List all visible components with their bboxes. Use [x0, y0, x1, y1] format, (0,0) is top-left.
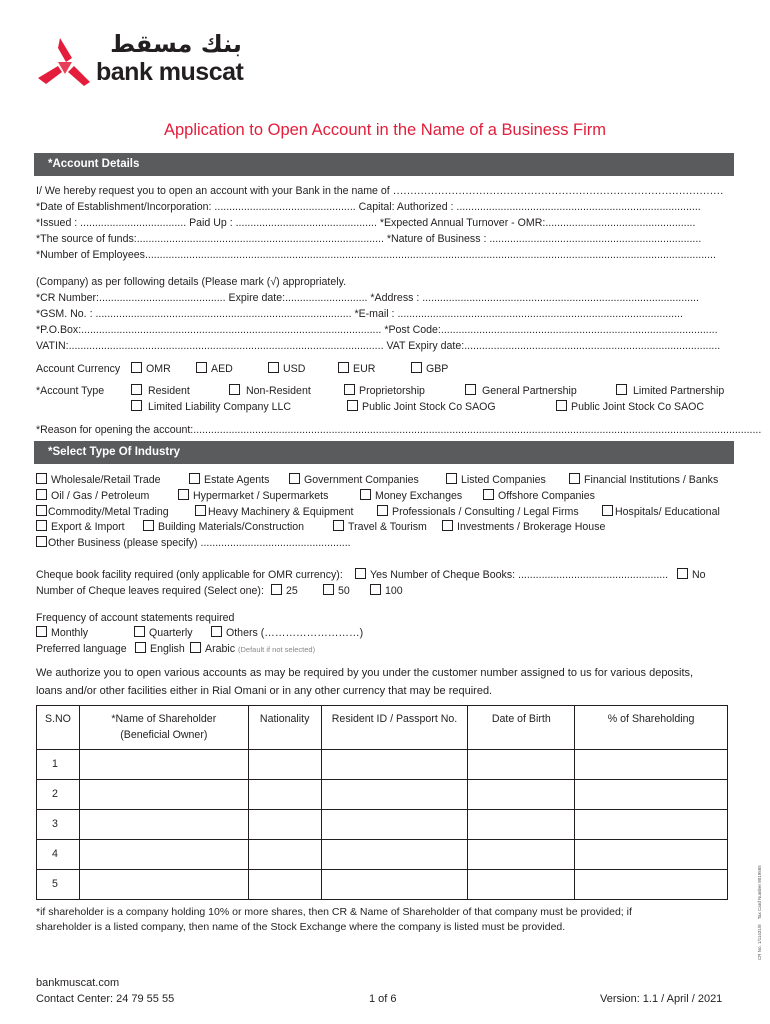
table-row	[37, 840, 728, 870]
currency-eur[interactable]	[338, 362, 375, 376]
header-id: Resident ID / Passport No.	[321, 706, 468, 750]
table-row	[37, 780, 728, 810]
checkbox-icon[interactable]	[338, 362, 349, 373]
table-row	[37, 870, 728, 900]
cell-name[interactable]	[79, 780, 248, 810]
statement-monthly[interactable]	[36, 626, 88, 640]
type-llc-label: Limited Liability Company LLC	[148, 401, 292, 413]
checkbox-icon[interactable]	[289, 473, 300, 484]
type-proprietorship-label: Proprietorship	[359, 385, 425, 397]
industry-label: Heavy Machinery & Equipment	[208, 506, 354, 518]
employees-label: *Number of Employees	[36, 249, 145, 261]
industry-wholesale[interactable]	[36, 473, 161, 487]
type-resident-label: Resident	[148, 385, 190, 397]
currency-usd-label: USD	[283, 363, 306, 375]
industry-label: Oil / Gas / Petroleum	[51, 490, 150, 502]
language-label: Preferred language	[36, 643, 127, 655]
industry-label: Listed Companies	[461, 474, 546, 486]
checkbox-icon[interactable]	[442, 520, 453, 531]
cr-line: *CR Number:........................................... Expire date:............................ *Address : ..............................................................................................	[36, 292, 699, 304]
checkbox-icon[interactable]	[131, 384, 142, 395]
capital-label: Capital: Authorized :	[358, 201, 454, 213]
cell-name[interactable]	[79, 810, 248, 840]
issued-label: *Issued :	[36, 217, 78, 229]
industry-label: Government Companies	[304, 474, 419, 486]
industry-label: Export & Import	[51, 521, 125, 533]
header-name-line2: (Beneficial Owner)	[120, 729, 208, 741]
industry-commodity[interactable]	[36, 505, 169, 519]
type-saoc[interactable]	[556, 400, 704, 414]
checkbox-icon[interactable]	[323, 584, 334, 595]
industry-financial[interactable]	[569, 473, 718, 487]
pobox-line: *P.O.Box:...................................................................................................... *Post Code:..............................................................................................	[36, 324, 718, 336]
checkbox-icon[interactable]	[483, 489, 494, 500]
brand-name: bank muscat	[96, 58, 244, 86]
cell-nationality[interactable]	[248, 840, 321, 870]
checkbox-icon[interactable]	[355, 568, 366, 579]
type-proprietorship[interactable]	[344, 384, 425, 398]
gsm-line: *GSM. No. : ....................................................................................... *E-mail : .................................................................................................	[36, 308, 683, 320]
row-number: 1	[37, 750, 80, 780]
header-sno: S.NO	[37, 706, 80, 750]
industry-listed[interactable]	[446, 473, 546, 487]
industry-label: Hospitals/ Educational	[615, 506, 720, 518]
type-general-partnership[interactable]	[465, 384, 577, 398]
header-nationality: Nationality	[248, 706, 321, 750]
cell-dob[interactable]	[468, 810, 575, 840]
authorize-line-1: We authorize you to open various accounts as may be required by you under the customer number assigned to us for various deposits,	[36, 667, 694, 679]
cell-id[interactable]	[321, 780, 468, 810]
cell-name[interactable]	[79, 840, 248, 870]
checkbox-icon[interactable]	[135, 642, 146, 653]
cr-code: CR No. 1/11431/8	[757, 924, 762, 960]
bank-muscat-logo-icon	[36, 36, 92, 88]
statements-label: Frequency of account statements required	[36, 612, 235, 624]
checkbox-icon[interactable]	[131, 362, 142, 373]
checkbox-icon[interactable]	[36, 626, 47, 637]
cheque-no[interactable]	[677, 568, 706, 582]
row-number: 3	[37, 810, 80, 840]
cell-share[interactable]	[575, 780, 728, 810]
tax-code: Tax Card Number 8019565	[757, 865, 762, 920]
checkbox-icon[interactable]	[211, 626, 222, 637]
industry-other[interactable]: Other Business (please specify) ...................................................	[36, 536, 351, 550]
currency-gbp-label: GBP	[426, 363, 449, 375]
industry-heavy-machinery[interactable]	[195, 505, 353, 519]
row-number: 4	[37, 840, 80, 870]
gsm-label: *GSM. No. :	[36, 308, 93, 320]
language-arabic-label: Arabic	[205, 643, 236, 655]
checkbox-icon[interactable]	[36, 536, 47, 547]
cheque-no-label: No	[692, 569, 706, 581]
vatin-line: VATIN:........................................................................................................... VAT Expiry date:.......................................................................................	[36, 340, 721, 352]
table-row	[37, 810, 728, 840]
section-industry: *Select Type Of Industry	[34, 441, 734, 464]
footer-website: bankmuscat.com	[36, 977, 120, 989]
industry-travel[interactable]	[333, 520, 427, 534]
footer-version: Version: 1.1 / April / 2021	[600, 993, 723, 1005]
cell-id[interactable]	[321, 870, 468, 900]
industry-hypermarket[interactable]	[178, 489, 328, 503]
reason-line: *Reason for opening the account:.................................................................................................................................................................................................	[36, 424, 762, 436]
industry-estate[interactable]	[189, 473, 269, 487]
industry-label: Financial Institutions / Banks	[584, 474, 719, 486]
checkbox-icon[interactable]	[411, 362, 422, 373]
checkbox-icon[interactable]	[268, 362, 279, 373]
industry-money-exchange[interactable]	[360, 489, 462, 503]
type-saog-label: Public Joint Stock Co SAOG	[362, 401, 496, 413]
checkbox-icon[interactable]	[556, 400, 567, 411]
checkbox-icon[interactable]	[196, 362, 207, 373]
date-est-label: *Date of Establishment/Incorporation:	[36, 201, 212, 213]
statement-others-label: Others (………………………)	[226, 627, 364, 639]
header-dob: Date of Birth	[468, 706, 575, 750]
checkbox-icon[interactable]	[616, 384, 627, 395]
vatin-label: VATIN:	[36, 340, 69, 352]
cell-nationality[interactable]	[248, 750, 321, 780]
section-account-details: *Account Details	[34, 153, 734, 176]
industry-label: Commodity/Metal Trading	[48, 506, 169, 518]
industry-export[interactable]	[36, 520, 125, 534]
cell-share[interactable]	[575, 840, 728, 870]
table-row	[37, 750, 728, 780]
leaves-100-label: 100	[385, 585, 403, 597]
industry-professionals[interactable]	[377, 505, 579, 519]
row-number: 5	[37, 870, 80, 900]
footer-contact: Contact Center: 24 79 55 55	[36, 993, 175, 1005]
statement-monthly-label: Monthly	[51, 627, 89, 639]
checkbox-icon[interactable]	[333, 520, 344, 531]
type-limited-partnership-label: Limited Partnership	[633, 385, 725, 397]
company-details-note: (Company) as per following details (Please mark (√) appropriately.	[36, 276, 347, 288]
cell-dob[interactable]	[468, 780, 575, 810]
industry-hospitals[interactable]	[602, 505, 720, 519]
cell-dob[interactable]	[468, 840, 575, 870]
header-share: % of Shareholding	[575, 706, 728, 750]
checkbox-icon[interactable]	[677, 568, 688, 579]
industry-label: Hypermarket / Supermarkets	[193, 490, 329, 502]
type-saog[interactable]	[347, 400, 496, 414]
industry-building[interactable]	[143, 520, 304, 534]
checkbox-icon[interactable]	[446, 473, 457, 484]
pobox-label: *P.O.Box:	[36, 324, 82, 336]
checkbox-icon[interactable]	[178, 489, 189, 500]
shareholder-table	[36, 705, 728, 900]
cell-id[interactable]	[321, 810, 468, 840]
currency-omr-label: OMR	[146, 363, 171, 375]
language-english[interactable]	[135, 642, 185, 656]
request-label: I/ We hereby request you to open an account with your Bank in the name of	[36, 185, 390, 197]
type-non-resident-label: Non-Resident	[246, 385, 311, 397]
checkbox-icon[interactable]	[36, 505, 47, 516]
header-name-line1: *Name of Shareholder	[111, 713, 217, 725]
side-code	[757, 865, 762, 960]
cell-nationality[interactable]	[248, 810, 321, 840]
leaves-50[interactable]	[323, 584, 350, 598]
cell-share[interactable]	[575, 870, 728, 900]
currency-omr[interactable]	[131, 362, 171, 376]
type-resident[interactable]	[131, 384, 190, 398]
leaves-50-label: 50	[338, 585, 350, 597]
statement-others[interactable]	[211, 626, 363, 640]
checkbox-icon[interactable]	[36, 489, 47, 500]
cell-nationality[interactable]	[248, 780, 321, 810]
type-llc[interactable]	[131, 400, 291, 414]
statement-quarterly-label: Quarterly	[149, 627, 193, 639]
cheque-yes[interactable]: Yes Number of Cheque Books: ...................................................	[355, 568, 668, 582]
reason-label: *Reason for opening the account:	[36, 424, 194, 436]
currency-eur-label: EUR	[353, 363, 376, 375]
footer-page: 1 of 6	[369, 993, 397, 1005]
checkbox-icon[interactable]	[134, 626, 145, 637]
note-line-2: shareholder is a listed company, then name of the Stock Exchange where the company is listed must be provided.	[36, 921, 566, 933]
cell-share[interactable]	[575, 750, 728, 780]
checkbox-icon[interactable]	[370, 584, 381, 595]
currency-aed-label: AED	[211, 363, 233, 375]
row-number: 2	[37, 780, 80, 810]
cell-name[interactable]	[79, 870, 248, 900]
cell-id[interactable]	[321, 750, 468, 780]
address-label: *Address :	[370, 292, 420, 304]
cell-nationality[interactable]	[248, 870, 321, 900]
leaves-100[interactable]	[370, 584, 403, 598]
type-general-partnership-label: General Partnership	[482, 385, 577, 397]
checkbox-icon[interactable]	[131, 400, 142, 411]
brand-arabic: بنك مسقط	[110, 30, 242, 58]
currency-usd[interactable]	[268, 362, 305, 376]
industry-investments[interactable]	[442, 520, 605, 534]
type-saoc-label: Public Joint Stock Co SAOC	[571, 401, 705, 413]
issued-line: *Issued : .................................... Paid Up : ................................................ *Expected Annual Turnover - OMR:...................................................	[36, 217, 696, 229]
cell-name[interactable]	[79, 750, 248, 780]
checkbox-icon[interactable]	[377, 505, 388, 516]
type-non-resident[interactable]	[229, 384, 311, 398]
checkbox-icon[interactable]	[36, 520, 47, 531]
industry-label: Money Exchanges	[375, 490, 463, 502]
cell-share[interactable]	[575, 810, 728, 840]
checkbox-icon[interactable]	[344, 384, 355, 395]
industry-label: Travel & Tourism	[348, 521, 427, 533]
cell-dob[interactable]	[468, 870, 575, 900]
checkbox-icon[interactable]	[602, 505, 613, 516]
checkbox-icon[interactable]	[189, 473, 200, 484]
checkbox-icon[interactable]	[195, 505, 206, 516]
industry-label: Offshore Companies	[498, 490, 595, 502]
checkbox-icon[interactable]	[36, 473, 47, 484]
type-limited-partnership[interactable]	[616, 384, 724, 398]
account-type-label: *Account Type	[36, 385, 105, 397]
cheque-yes-label: Yes Number of Cheque Books:	[370, 569, 516, 581]
language-english-label: English	[150, 643, 185, 655]
statement-quarterly[interactable]	[134, 626, 193, 640]
industry-label: Wholesale/Retail Trade	[51, 474, 161, 486]
source-label: *The source of funds:	[36, 233, 137, 245]
industry-label: Professionals / Consulting / Legal Firms	[392, 506, 579, 518]
paid-up-label: Paid Up :	[189, 217, 233, 229]
checkbox-icon[interactable]	[229, 384, 240, 395]
checkbox-icon[interactable]	[143, 520, 154, 531]
header-name	[79, 706, 248, 750]
industry-oil[interactable]	[36, 489, 149, 503]
cell-id[interactable]	[321, 840, 468, 870]
email-label: *E-mail :	[354, 308, 395, 320]
logo	[36, 30, 266, 90]
language-arabic[interactable]	[190, 642, 315, 657]
table-header-row	[37, 706, 728, 750]
currency-aed[interactable]	[196, 362, 233, 376]
checkbox-icon[interactable]	[347, 400, 358, 411]
nature-label: *Nature of Business :	[386, 233, 487, 245]
page-title: Application to Open Account in the Name of a Business Firm	[163, 121, 607, 139]
checkbox-icon[interactable]	[569, 473, 580, 484]
industry-label: Investments / Brokerage House	[457, 521, 606, 533]
source-line: *The source of funds:.................................................................................... *Nature of Business : ........................................................................	[36, 233, 702, 245]
note-line-1: *if shareholder is a company holding 10% or more shares, then CR & Name of Shareholder of that company must be provided; if	[36, 906, 632, 918]
industry-label: Building Materials/Construction	[158, 521, 305, 533]
date-est-line: *Date of Establishment/Incorporation: ................................................ Capital: Authorized : ...................................................................................	[36, 201, 701, 213]
checkbox-icon[interactable]	[360, 489, 371, 500]
checkbox-icon[interactable]	[190, 642, 201, 653]
turnover-label: *Expected Annual Turnover - OMR:	[379, 217, 546, 229]
cr-label: *CR Number:	[36, 292, 99, 304]
request-line: I/ We hereby request you to open an account with your Bank in the name of ................................................................................................	[36, 185, 724, 197]
cheque-facility-label: Cheque book facility required (only applicable for OMR currency):	[36, 569, 343, 581]
vat-expiry-label: VAT Expiry date:	[386, 340, 465, 352]
checkbox-icon[interactable]	[465, 384, 476, 395]
postcode-label: *Post Code:	[384, 324, 441, 336]
employees-line: *Number of Employees..................................................................................................................................................................................................	[36, 249, 716, 261]
industry-label: Other Business (please specify)	[48, 537, 198, 549]
industry-label: Estate Agents	[204, 474, 270, 486]
default-note: (Default if not selected)	[237, 645, 316, 654]
cell-dob[interactable]	[468, 750, 575, 780]
currency-label: Account Currency	[36, 363, 121, 375]
industry-government[interactable]	[289, 473, 419, 487]
authorize-line-2: loans and/or other facilities either in Rial Omani or in any other currency that may be required.	[36, 685, 493, 697]
cheque-leaves-label: Number of Cheque leaves required (Select one):	[36, 585, 264, 597]
industry-offshore[interactable]	[483, 489, 595, 503]
leaves-25[interactable]	[271, 584, 298, 598]
currency-gbp[interactable]	[411, 362, 448, 376]
leaves-25-label: 25	[286, 585, 298, 597]
checkbox-icon[interactable]	[271, 584, 282, 595]
expire-label: Expire date:	[228, 292, 286, 304]
